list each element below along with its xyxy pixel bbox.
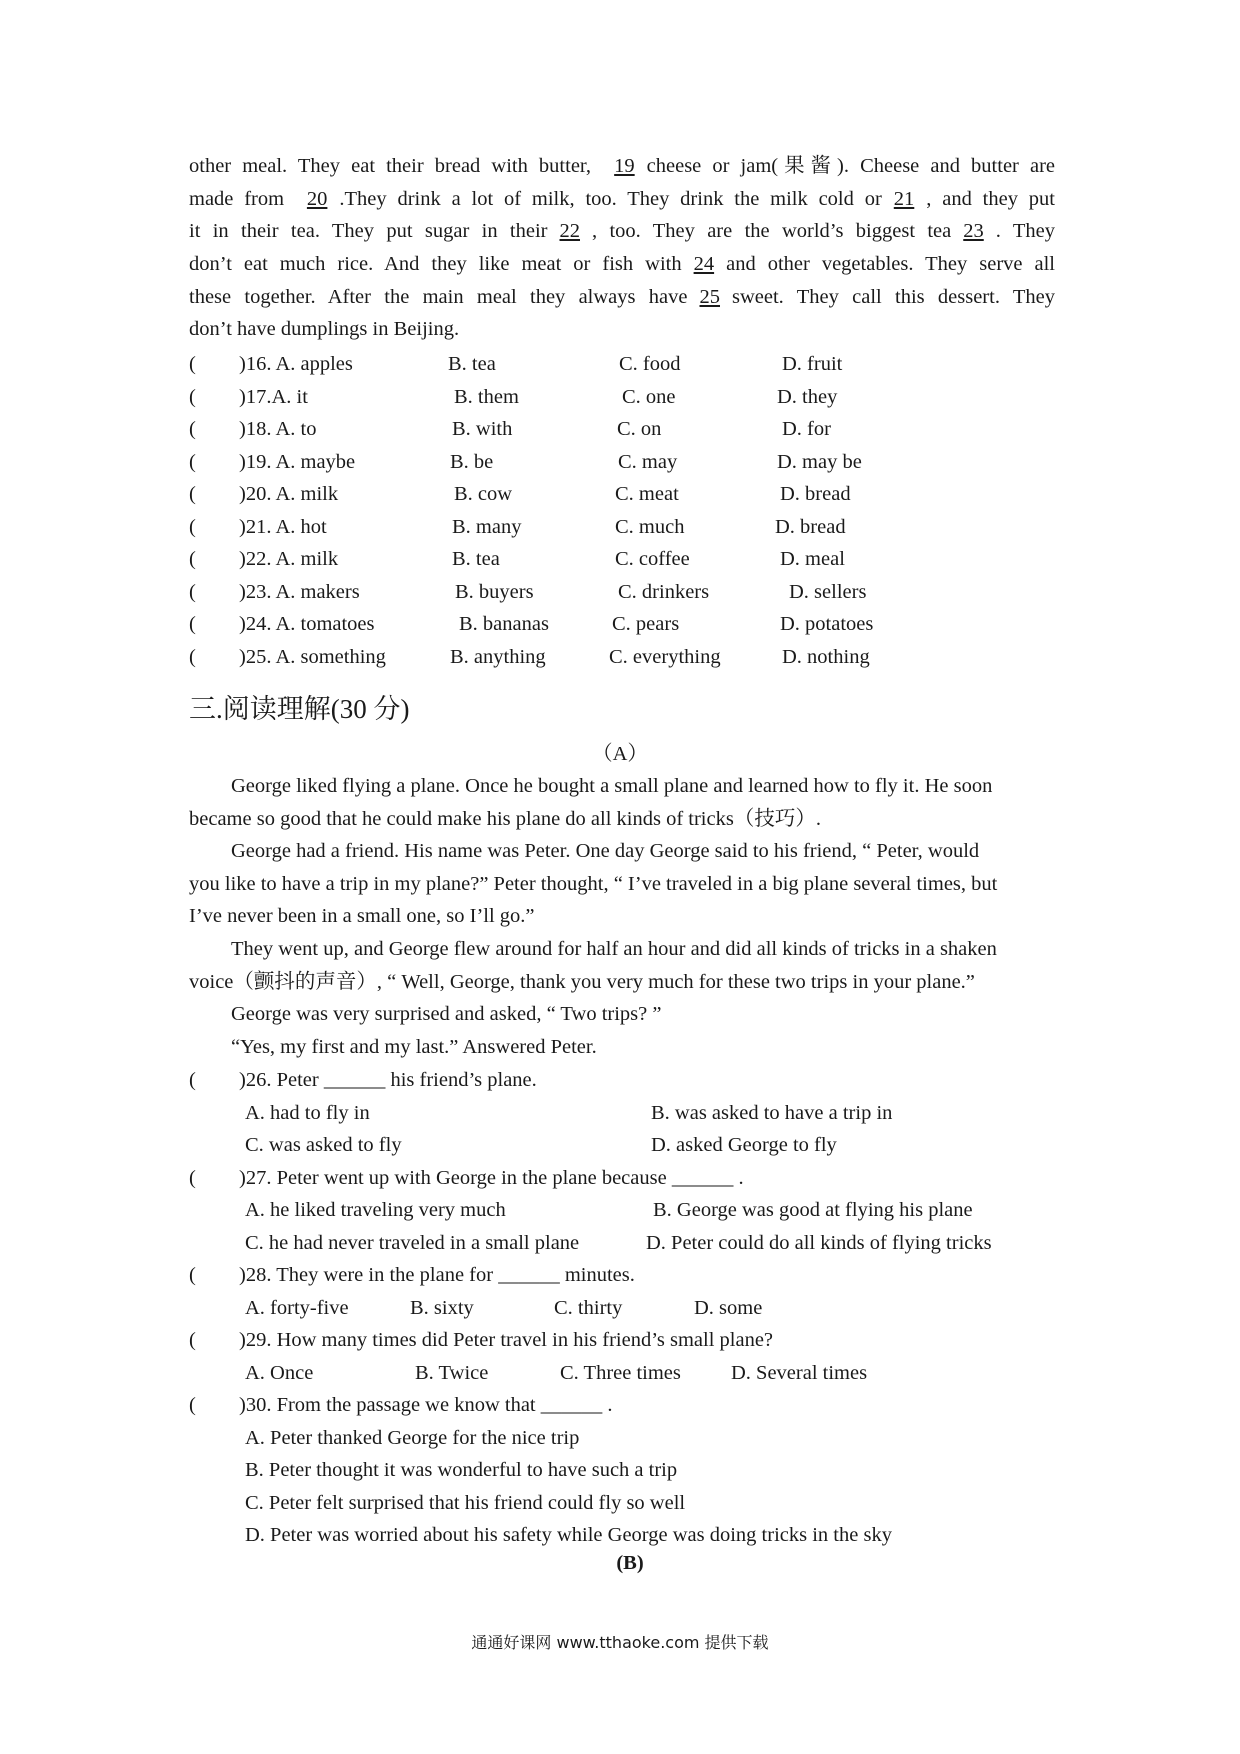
passage-line: I’ve never been in a small one, so I’ll go.”: [189, 905, 535, 928]
exam-page: other meal. They eat their bread with butter, 19 cheese or jam(果酱). Cheese and butter are made from 20 .They drink a lot of milk, too. They drink the milk cold or 21 , and they put it in their tea. They put sugar in their 22 , too. They are the world’s biggest tea 23 . They don’t eat much rice. And they like meat or fish with 24 and other vegetables. They serve all these together. After the main meal they always have 25 sweet. They call this dessert. They don’t have dumplings in Beijing. ( )16. A. apples B. tea C. food D. fruit ( )17.A. it B. them C. one D. they ( )18. A. to B. with C. on D. for ( )19. A. maybe B. be C. may D. may be ( )20. A. milk B. cow C. meat D. bread ( )21. A. hot B. many C. much D. bread ( )22. A. milk B. tea C. coffee D. meal ( )23. A. makers B. buyers C. drinkers D. sellers ( )24. A. tomatoes B. bananas C. pears D. potatoes ( )25. A. something B. anything C. everything D. nothing 三.阅读理解(30 分) （A） George liked flying a plane. Once he bought a small plane and learned how to fly it. He soon became so good that he could make his plane do all kinds of tricks（技巧）. George had a friend. His name was Peter. One day George said to his friend, “ Peter, would you like to have a trip in my plane?” Peter thought, “ I’ve traveled in a big plane several times, but I’ve never been in a small one, so I’ll go.” They went up, and George flew around for half an hour and did all kinds of tricks in a shaken voice（颤抖的声音）, “ Well, George, thank you very much for these two trips in your plane.” George was very surprised and asked, “ Two trips? ” “Yes, my first and my last.” Answered Peter. ( )26. Peter ______ his friend’s plane. A. had to fly in B. was asked to have a trip in C. was asked to fly D. asked George to fly ( )27. Peter went up with George in the plane because ______ . A. he liked traveling very much B. George was good at flying his plane C. he had never traveled in a small plane D. Peter could do all kinds of flying tricks ( )28. They were in the plane for ______ minutes. A. forty-five B. sixty C. thirty D. some ( )29. How many times did Peter travel in his friend’s small plane? A. Once B. Twice C. Three times D. Several times ( )30. From the passage we know that ______ . A. Peter thanked George for the nice trip B. Peter thought it was wonderful to have such a trip C. Peter felt surprised that his friend could fly so well D. Peter was worried about his safety while George was doing tricks in the sky (B) 通通好课网 www.tthaoke.com 提供下载: [0, 0, 1240, 1754]
cloze-line: don’t have dumplings in Beijing.: [189, 318, 460, 341]
cloze-line: made from 20 .They drink a lot of milk, too. They drink the milk cold or 21 , and they put: [189, 187, 1055, 210]
cloze-line: these together. After the main meal they always have 25 sweet. They call this dessert. They: [189, 285, 1055, 308]
passage-line: became so good that he could make his plane do all kinds of tricks（技巧）.: [189, 807, 821, 830]
passage-line: “Yes, my first and my last.” Answered Peter.: [231, 1035, 597, 1058]
section-title: 三.阅读理解(30 分): [189, 694, 410, 724]
blank-25: 25: [699, 285, 720, 308]
cloze-line: don’t eat much rice. And they like meat or fish with 24 and other vegetables. They serve all: [189, 253, 1055, 276]
blank-23: 23: [963, 220, 984, 243]
passage-line: voice（颤抖的声音）, “ Well, George, thank you very much for these two trips in your plane.”: [189, 970, 975, 993]
passage-line: you like to have a trip in my plane?” Peter thought, “ I’ve traveled in a big plane several times, but: [189, 872, 998, 895]
blank-24: 24: [693, 253, 715, 276]
blank-20: 20: [306, 187, 328, 210]
blank-22: 22: [559, 220, 580, 243]
passage-line: George was very surprised and asked, “ Two trips? ”: [231, 1003, 662, 1026]
cloze-paragraph: [189, 150, 1055, 346]
blank-21: 21: [893, 187, 915, 210]
passage-b-label: (B): [616, 1552, 644, 1574]
passage-line: George liked flying a plane. Once he bought a small plane and learned how to fly it. He soon: [231, 775, 993, 797]
cloze-line: other meal. They eat their bread with butter, 19 cheese or jam(果酱). Cheese and butter are: [189, 155, 1055, 177]
passage-line: They went up, and George flew around for half an hour and did all kinds of tricks in a shaken: [231, 937, 997, 960]
passage-line: George had a friend. His name was Peter. One day George said to his friend, “ Peter, would: [231, 840, 980, 863]
passage-a-label: （A）: [592, 743, 648, 765]
blank-19: 19: [614, 155, 635, 177]
page-footer: 通通好课网 www.tthaoke.com 提供下载: [471, 1633, 769, 1652]
passage-a: [189, 770, 1055, 1063]
cloze-line: it in their tea. They put sugar in their 22 , too. They are the world’s biggest tea 23 . They: [189, 220, 1055, 243]
